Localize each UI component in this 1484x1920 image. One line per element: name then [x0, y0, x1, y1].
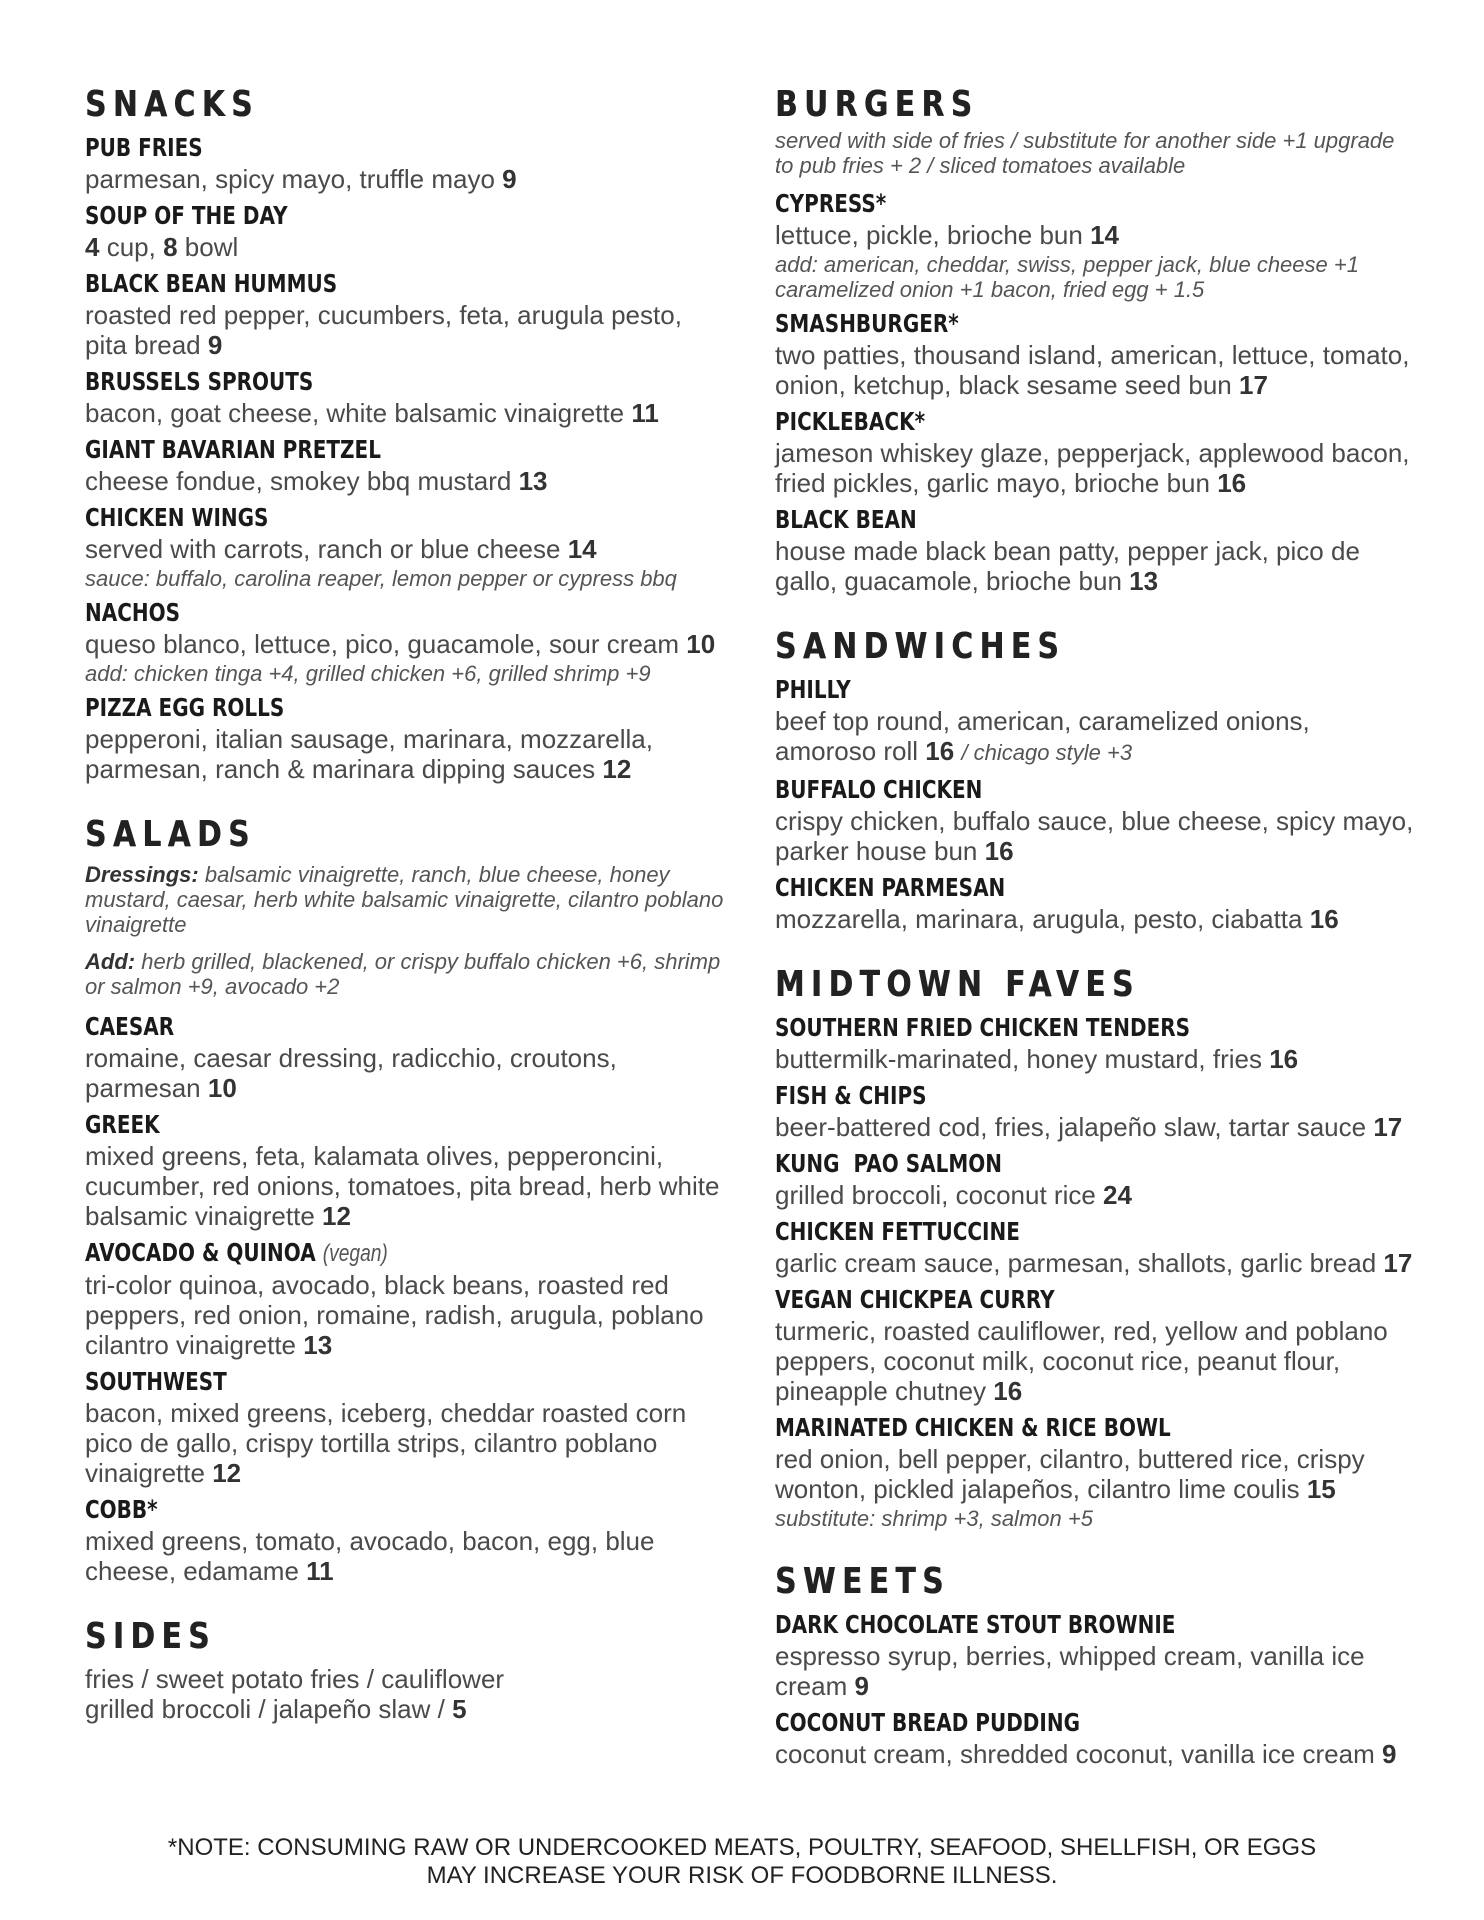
item-desc-text: beer-battered cod, fries, jalapeño slaw, tartar sauce: [775, 1112, 1367, 1142]
snacks-section: [85, 82, 725, 784]
item-desc-text: coconut cream, shredded coconut, vanilla ice cream: [775, 1739, 1375, 1769]
menu-item: [775, 406, 1415, 498]
item-name: [85, 1237, 597, 1270]
item-desc: [775, 1444, 1415, 1504]
item-price: 24: [1103, 1180, 1132, 1210]
item-name: SMASHBURGER*: [775, 309, 959, 338]
item-desc-text: mozzarella, marinara, arugula, pesto, ciabatta: [775, 904, 1303, 934]
item-name: BLACK BEAN HUMMUS: [85, 269, 338, 298]
item-price: 17: [1373, 1112, 1403, 1142]
item-desc-text: roasted red pepper, cucumbers, feta, arugula pesto, pita bread: [85, 300, 682, 360]
sides-price: 5: [452, 1694, 467, 1724]
item-desc-text: jameson whiskey glaze, pepperjack, applewood bacon, fried pickles, garlic mayo, brioche bun: [775, 438, 1410, 498]
item-desc: [775, 340, 1415, 400]
sandwiches-title: SANDWICHES: [775, 626, 1066, 667]
item-name: GIANT BAVARIAN PRETZEL: [85, 435, 381, 464]
left-column: [85, 82, 725, 1752]
item-desc-text: two patties, thousand island, american, lettuce, tomato, onion, ketchup, black sesame seed bun: [775, 340, 1410, 400]
item-name: PICKLEBACK*: [775, 407, 926, 436]
burgers-section: [775, 82, 1415, 596]
menu-item: [775, 872, 1415, 934]
faves-section: [775, 962, 1415, 1531]
menu-item: [775, 1707, 1415, 1769]
item-name: BRUSSELS SPROUTS: [85, 367, 314, 396]
item-name: PUB FRIES: [85, 133, 203, 162]
burgers-title: BURGERS: [775, 84, 979, 125]
item-desc: [85, 398, 725, 428]
menu-item: [85, 1366, 725, 1488]
sides-list: [85, 1664, 725, 1724]
item-desc: [775, 1641, 1415, 1701]
menu-item: [775, 308, 1415, 400]
item-note: sauce: buffalo, carolina reaper, lemon pepper or cypress bbq: [85, 566, 677, 591]
item-desc-text: mixed greens, tomato, avocado, bacon, egg, blue cheese, edamame: [85, 1526, 655, 1586]
item-price: 9: [1382, 1739, 1397, 1769]
item-desc-text: grilled broccoli, coconut rice: [775, 1180, 1096, 1210]
item-note: add: american, cheddar, swiss, pepper jack, blue cheese +1 caramelized onion +1 bacon, fried egg + 1.5: [775, 252, 1359, 302]
item-desc-text: cheese fondue, smokey bbq mustard: [85, 466, 512, 496]
menu-item: [775, 674, 1415, 768]
item-name: BLACK BEAN: [775, 505, 917, 534]
item-price: 16: [993, 1376, 1023, 1406]
item-note: substitute: shrimp +3, salmon +5: [775, 1506, 1093, 1531]
vegan-tag: (vegan): [322, 1240, 388, 1267]
item-desc: [775, 806, 1415, 866]
dressings-text: balsamic vinaigrette, ranch, blue cheese, honey mustard, caesar, herb white balsamic vinaigrette, cilantro poblano vinaigrette: [85, 862, 724, 937]
add-note: [85, 949, 725, 999]
item-desc-text: garlic cream sauce, parmesan, shallots, garlic bread: [775, 1248, 1377, 1278]
cup-label: cup,: [106, 232, 156, 262]
item-desc: [85, 164, 725, 194]
item-desc: [85, 534, 725, 564]
menu-item: [85, 1237, 725, 1360]
item-name: SOUTHERN FRIED CHICKEN TENDERS: [775, 1013, 1191, 1042]
item-name: COCONUT BREAD PUDDING: [775, 1708, 1080, 1737]
salads-title: SALADS: [85, 814, 256, 855]
item-price: 9: [207, 330, 223, 360]
sides-line-1: fries / sweet potato fries / cauliflower: [85, 1664, 505, 1694]
item-desc: [85, 629, 725, 659]
sweets-section: [775, 1559, 1415, 1769]
item-desc-text: parmesan, spicy mayo, truffle mayo: [85, 164, 495, 194]
sweets-title: SWEETS: [775, 1561, 950, 1602]
item-desc-text: served with carrots, ranch or blue cheese: [85, 534, 561, 564]
item-name: GREEK: [85, 1110, 160, 1139]
item-price: 16: [1309, 904, 1339, 934]
item-price: 11: [631, 398, 659, 428]
item-desc: [85, 300, 725, 360]
add-label: Add:: [85, 949, 136, 974]
menu-item: [85, 132, 725, 194]
cup-price: 4: [85, 232, 100, 262]
item-price: 12: [212, 1458, 242, 1488]
item-desc: [85, 1043, 725, 1103]
menu-item: [85, 1109, 725, 1231]
item-note: add: chicken tinga +4, grilled chicken +6, grilled shrimp +9: [85, 661, 651, 686]
item-desc-text: red onion, bell pepper, cilantro, buttered rice, crispy wonton, pickled jalapeños, cilantro lime coulis: [775, 1444, 1365, 1504]
item-desc-text: romaine, caesar dressing, radicchio, croutons, parmesan: [85, 1043, 617, 1103]
item-name: NACHOS: [85, 598, 181, 627]
item-inline-note: / chicago style +3: [961, 740, 1133, 765]
item-name: CYPRESS*: [775, 189, 887, 218]
menu-item: [85, 200, 725, 262]
menu-item: [775, 1012, 1415, 1074]
menu-item: [85, 1011, 725, 1103]
item-name: FISH & CHIPS: [775, 1081, 927, 1110]
menu-item: [775, 1148, 1415, 1210]
item-desc-text: house made black bean patty, pepper jack, pico de gallo, guacamole, brioche bun: [775, 536, 1360, 596]
item-name: MARINATED CHICKEN & RICE BOWL: [775, 1413, 1171, 1442]
menu-item: [775, 1284, 1415, 1406]
salads-section: [85, 812, 725, 1586]
item-price: 15: [1306, 1474, 1336, 1504]
item-name: CHICKEN PARMESAN: [775, 873, 1006, 902]
item-desc-text: turmeric, roasted cauliflower, red, yellow and poblano peppers, coconut milk, coconut rice, peanut flour, pineapple chutney: [775, 1316, 1388, 1406]
item-desc-text: buttermilk-marinated, honey mustard, fries: [775, 1044, 1262, 1074]
item-desc-text: bacon, goat cheese, white balsamic vinaigrette: [85, 398, 625, 428]
item-price: 9: [854, 1671, 869, 1701]
menu-item: [775, 1609, 1415, 1701]
menu-item: [85, 502, 725, 591]
item-desc-text: bacon, mixed greens, iceberg, cheddar roasted corn pico de gallo, crispy tortilla strips, cilantro poblano vinaigrette: [85, 1398, 687, 1488]
item-price: 12: [602, 754, 632, 784]
item-price: 10: [207, 1073, 237, 1103]
faves-title: MIDTOWN FAVES: [775, 964, 1140, 1005]
item-price: 16: [1217, 468, 1247, 498]
item-name: COBB*: [85, 1495, 158, 1524]
item-desc: [85, 466, 725, 496]
item-price: 13: [303, 1330, 333, 1360]
item-desc-text: beef top round, american, caramelized onions, amoroso roll: [775, 706, 1310, 766]
item-desc: [775, 1180, 1415, 1210]
item-desc: [775, 904, 1415, 934]
item-desc-text: queso blanco, lettuce, pico, guacamole, sour cream: [85, 629, 680, 659]
menu-item: [775, 1216, 1415, 1278]
bowl-label: bowl: [184, 232, 239, 262]
disclaimer-line-1: *NOTE: CONSUMING RAW OR UNDERCOOKED MEATS, POULTRY, SEAFOOD, SHELLFISH, OR EGGS: [167, 1834, 1317, 1861]
menu-item: [85, 1494, 725, 1586]
item-name: CHICKEN FETTUCCINE: [775, 1217, 1020, 1246]
sandwiches-section: [775, 624, 1415, 934]
item-price: 16: [925, 736, 955, 766]
item-name: CHICKEN WINGS: [85, 503, 269, 532]
menu-item: [775, 188, 1415, 302]
item-desc: [775, 1248, 1415, 1278]
menu-item: [85, 268, 725, 360]
item-price: 10: [686, 629, 716, 659]
menu-item: [775, 774, 1415, 866]
item-desc: [775, 438, 1415, 498]
menu-item: [85, 366, 725, 428]
item-price: 16: [984, 836, 1014, 866]
item-desc-text: lettuce, pickle, brioche bun: [775, 220, 1083, 250]
item-desc: [775, 1112, 1415, 1142]
item-desc: [775, 1739, 1415, 1769]
item-name: SOUP OF THE DAY: [85, 201, 288, 230]
item-desc: [85, 1526, 725, 1586]
item-name: CAESAR: [85, 1012, 175, 1041]
dressings-note: [85, 862, 725, 937]
sides-section: [85, 1614, 725, 1724]
item-desc-text: mixed greens, feta, kalamata olives, pepperoncini, cucumber, red onions, tomatoes, pita bread, herb white balsamic vinaigrette: [85, 1141, 720, 1231]
item-price: 16: [1269, 1044, 1299, 1074]
item-name-text: AVOCADO & QUINOA: [85, 1238, 316, 1267]
item-price: 14: [567, 534, 597, 564]
item-name: PIZZA EGG ROLLS: [85, 693, 285, 722]
sides-line-2: grilled broccoli / jalapeño slaw /: [85, 1694, 445, 1724]
item-desc: [775, 220, 1415, 250]
item-desc-text: tri-color quinoa, avocado, black beans, roasted red peppers, red onion, romaine, radish, arugula, poblano cilantro vinaigrette: [85, 1270, 704, 1360]
item-name: SOUTHWEST: [85, 1367, 227, 1396]
bowl-price: 8: [163, 232, 178, 262]
item-desc: [775, 1316, 1415, 1406]
item-desc-text: espresso syrup, berries, whipped cream, vanilla ice cream: [775, 1641, 1365, 1701]
item-desc: [85, 1141, 725, 1231]
disclaimer-line-2: MAY INCREASE YOUR RISK OF FOODBORNE ILLNESS.: [426, 1862, 1058, 1889]
item-price: 17: [1383, 1248, 1413, 1278]
item-desc-text: crispy chicken, buffalo sauce, blue cheese, spicy mayo, parker house bun: [775, 806, 1414, 866]
snacks-title: SNACKS: [85, 84, 259, 125]
item-price: 13: [518, 466, 548, 496]
menu-item: [775, 1412, 1415, 1531]
item-price: 12: [322, 1201, 351, 1231]
item-desc-text: pepperoni, italian sausage, marinara, mozzarella, parmesan, ranch & marinara dipping sauces: [85, 724, 653, 784]
sides-title: SIDES: [85, 1616, 216, 1657]
item-desc: [85, 1270, 725, 1360]
item-desc: [85, 724, 725, 784]
burgers-subtitle: served with side of fries / substitute for another side +1 upgrade to pub fries + 2 / sliced tomatoes available: [775, 128, 1395, 178]
item-desc: [775, 706, 1415, 768]
menu-item: [85, 597, 725, 686]
item-price: 17: [1238, 370, 1268, 400]
item-price: 11: [306, 1556, 334, 1586]
item-name: VEGAN CHICKPEA CURRY: [775, 1285, 1055, 1314]
add-text: herb grilled, blackened, or crispy buffalo chicken +6, shrimp or salmon +9, avocado +2: [85, 949, 721, 999]
menu-item: [775, 504, 1415, 596]
item-desc: [85, 232, 725, 262]
item-name: BUFFALO CHICKEN: [775, 775, 983, 804]
item-desc: [775, 536, 1415, 596]
menu-item: [775, 1080, 1415, 1142]
item-price: 9: [502, 164, 517, 194]
dressings-label: Dressings:: [85, 862, 199, 887]
item-name: PHILLY: [775, 675, 851, 704]
right-column: [775, 82, 1415, 1797]
menu-item: [85, 434, 725, 496]
item-name: DARK CHOCOLATE STOUT BROWNIE: [775, 1610, 1176, 1639]
item-price: 14: [1090, 220, 1120, 250]
item-desc: [775, 1044, 1415, 1074]
item-name: KUNG PAO SALMON: [775, 1149, 1003, 1178]
menu-item: [85, 692, 725, 784]
item-price: 13: [1129, 566, 1159, 596]
item-desc: [85, 1398, 725, 1488]
health-disclaimer: [0, 1834, 1484, 1890]
